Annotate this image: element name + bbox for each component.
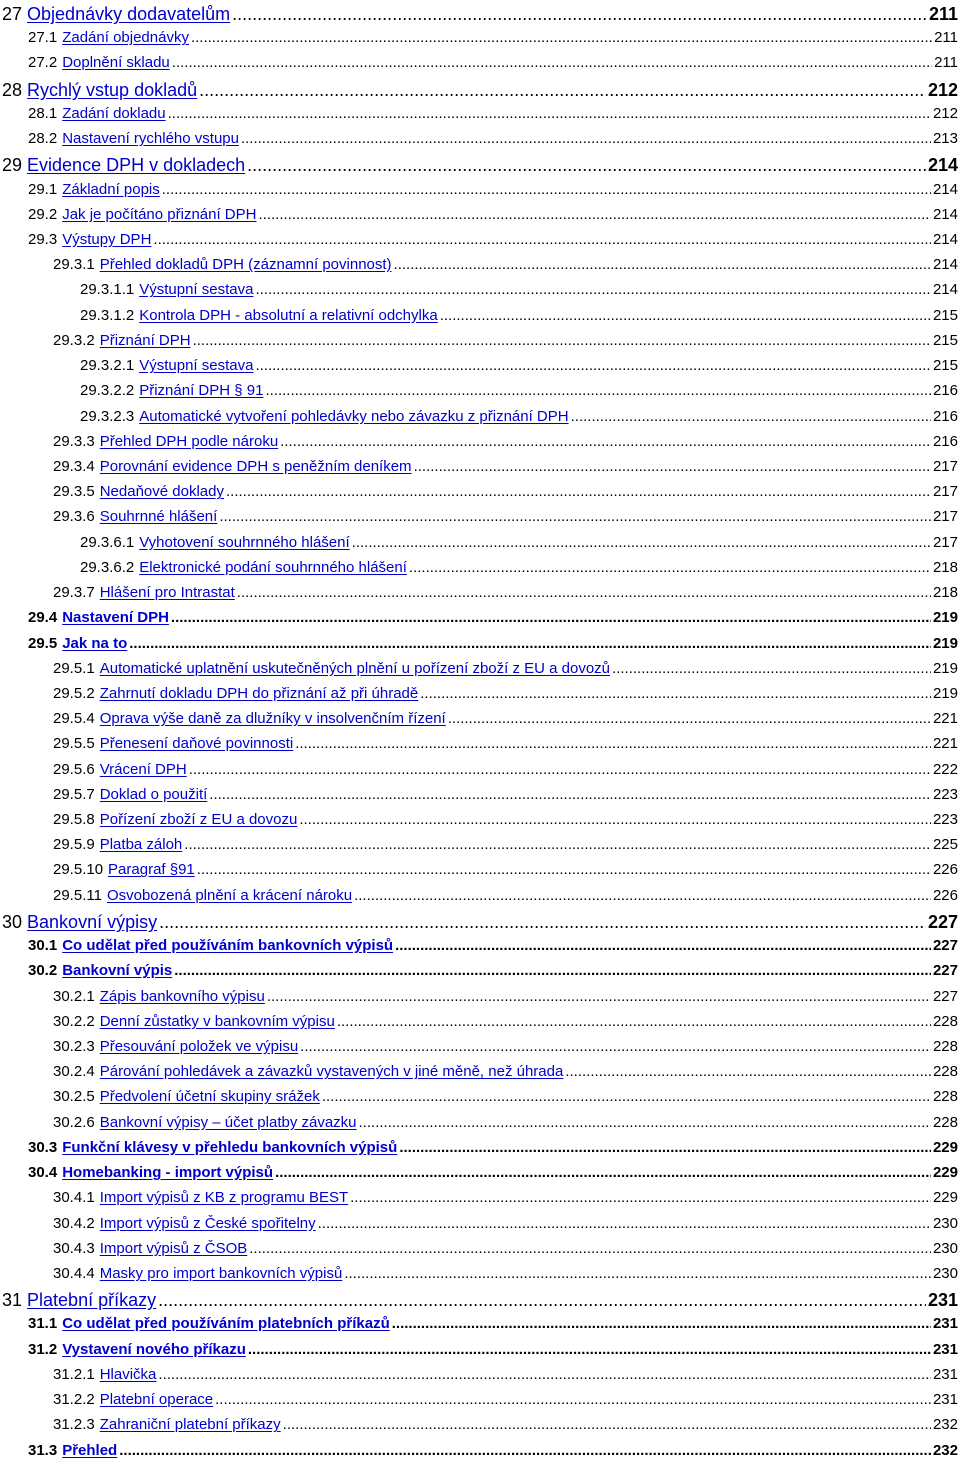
toc-dot-leader — [267, 988, 931, 1005]
toc-entry-link[interactable]: Rychlý vstup dokladů — [27, 79, 198, 100]
toc-entry-link[interactable]: Co udělat před používáním bankovních výpisů — [62, 937, 394, 955]
toc-dot-leader — [248, 1341, 931, 1358]
toc-entry[interactable] — [0, 988, 960, 1005]
toc-dot-leader — [184, 836, 931, 853]
toc-entry[interactable] — [0, 1416, 960, 1433]
toc-entry-number: 29.3.2 — [53, 331, 95, 349]
toc-dot-leader — [162, 181, 931, 198]
toc-entry-number: 28 — [2, 79, 23, 100]
toc-page-number: 216 — [932, 382, 958, 400]
toc-entry-number: 29.5 — [28, 634, 58, 652]
toc-entry-number: 29.3.4 — [53, 457, 95, 475]
toc-entry-number: 29 — [2, 155, 23, 176]
toc-entry-number: 30.2.1 — [53, 987, 95, 1005]
toc-page-number: 227 — [927, 911, 958, 932]
toc-page-number: 217 — [932, 483, 958, 501]
toc-dot-leader — [197, 861, 931, 878]
toc-dot-leader — [414, 458, 931, 475]
toc-page-number: 216 — [932, 407, 958, 425]
toc-entry-link[interactable]: Výstupní sestava — [139, 357, 254, 375]
toc-entry-link[interactable]: Nedaňové doklady — [99, 483, 224, 501]
toc-page-number: 228 — [932, 1088, 958, 1106]
toc-entry-number: 29.5.4 — [53, 710, 95, 728]
toc-entry-number: 29.3.5 — [53, 483, 95, 501]
toc-entry-number: 29.5.5 — [53, 735, 95, 753]
toc-entry-number: 30.2.5 — [53, 1088, 95, 1106]
toc-entry-link[interactable]: Nastavení DPH — [62, 609, 169, 627]
toc-page-number: 211 — [928, 4, 958, 24]
toc-entry-link[interactable]: Homebanking - import výpisů — [62, 1164, 274, 1182]
toc-entry-number: 29.3.3 — [53, 432, 95, 450]
toc-entry-number: 29.1 — [28, 180, 58, 198]
toc-page-number: 218 — [932, 584, 958, 602]
toc-dot-leader — [258, 206, 930, 223]
toc-page-number: 228 — [932, 1012, 958, 1030]
toc-page-number: 214 — [932, 205, 958, 223]
toc-entry-link[interactable]: Paragraf §91 — [108, 861, 195, 879]
toc-entry[interactable] — [0, 1391, 960, 1408]
toc-entry-number: 29.5.10 — [53, 861, 104, 879]
toc-entry-link[interactable]: Evidence DPH v dokladech — [27, 155, 246, 176]
toc-entry-number: 30.2.6 — [53, 1113, 95, 1131]
toc-entry-link[interactable]: Porovnání evidence DPH s peněžním deníkem — [99, 457, 412, 475]
toc-dot-leader — [299, 811, 931, 828]
toc-entry-link[interactable]: Přiznání DPH — [99, 331, 191, 349]
toc-page-number: 217 — [932, 457, 958, 475]
toc-page-number: 227 — [932, 987, 958, 1005]
toc-entry[interactable] — [0, 912, 960, 933]
toc-dot-leader — [395, 937, 931, 954]
toc-entry[interactable] — [0, 609, 960, 626]
toc-page-number: 214 — [932, 230, 958, 248]
toc-page-number: 229 — [932, 1189, 958, 1207]
toc-entry-number: 30.4.4 — [53, 1265, 95, 1282]
toc-entry[interactable] — [0, 105, 960, 122]
toc-page-number: 231 — [932, 1391, 958, 1409]
toc-entry-number: 31.3 — [28, 1441, 58, 1459]
toc-entry[interactable] — [0, 382, 960, 399]
toc-entry[interactable] — [0, 584, 960, 601]
toc-page-number: 225 — [932, 836, 958, 854]
toc-dot-leader — [255, 281, 931, 298]
toc-entry-link[interactable]: Platební příkazy — [27, 1290, 157, 1311]
toc-entry-link[interactable]: Platební operace — [99, 1391, 214, 1409]
toc-entry-link[interactable]: Automatické vytvoření pohledávky nebo závazku z přiznání DPH — [139, 407, 569, 425]
toc-dot-leader — [354, 887, 931, 904]
toc-entry-link[interactable]: Výstupní sestava — [139, 281, 254, 299]
toc-dot-leader — [237, 584, 931, 601]
toc-entry-number: 28.2 — [28, 130, 58, 148]
toc-page-number: 215 — [932, 357, 958, 375]
toc-entry-number: 29.5.1 — [53, 659, 95, 677]
toc-entry-link[interactable]: Osvobozená plnění a krácení nároku — [106, 886, 353, 904]
toc-entry[interactable] — [0, 1114, 960, 1131]
toc-entry-link[interactable]: Zápis bankovního výpisu — [99, 987, 265, 1005]
toc-page-number: 228 — [932, 1063, 958, 1081]
toc-dot-leader — [275, 1164, 931, 1181]
toc-entry-number: 27.2 — [28, 54, 58, 72]
toc-dot-leader — [571, 408, 931, 425]
toc-dot-leader — [191, 29, 932, 46]
toc-page-number: 230 — [932, 1265, 958, 1282]
toc-entry-link[interactable]: Jak na to — [62, 634, 128, 652]
toc-entry[interactable] — [0, 508, 960, 525]
toc-entry-number: 29.3.2.3 — [80, 407, 135, 425]
toc-entry-link[interactable]: Vystavení nového příkazu — [62, 1340, 246, 1358]
toc-entry[interactable] — [0, 408, 960, 425]
toc-entry-number: 30.2.2 — [53, 1012, 95, 1030]
toc-page-number: 219 — [932, 659, 958, 677]
toc-dot-leader — [280, 433, 931, 450]
toc-entry[interactable] — [0, 635, 960, 652]
toc-entry-link[interactable]: Přenesení daňové povinnosti — [99, 735, 294, 753]
toc-entry-number: 29.5.8 — [53, 811, 95, 829]
toc-entry-link[interactable]: Hlášení pro Intrastat — [99, 584, 235, 602]
toc-entry-number: 27 — [2, 4, 23, 24]
toc-entry[interactable] — [0, 1442, 960, 1459]
toc-entry-link[interactable]: Import výpisů z KB z programu BEST — [99, 1189, 349, 1207]
toc-page-number: 230 — [932, 1239, 958, 1257]
toc-entry[interactable] — [0, 811, 960, 828]
toc-page-number: 229 — [932, 1138, 958, 1156]
toc-entry-link[interactable]: Zahrnutí dokladu DPH do přiznání až při úhradě — [99, 684, 419, 702]
toc-entry[interactable] — [0, 458, 960, 475]
toc-page-number: 216 — [932, 432, 958, 450]
toc-entry[interactable] — [0, 1341, 960, 1358]
toc-dot-leader — [350, 1189, 931, 1206]
toc-dot-leader — [394, 256, 931, 273]
toc-entry-number: 31.2.3 — [53, 1416, 95, 1434]
toc-entry-number: 31 — [2, 1290, 23, 1311]
toc-dot-leader — [172, 54, 932, 71]
toc-entry[interactable] — [0, 962, 960, 979]
toc-dot-leader — [300, 1038, 931, 1055]
toc-page-number: 214 — [932, 281, 958, 299]
toc-entry-number: 31.2.1 — [53, 1365, 95, 1383]
toc-entry-link[interactable]: Elektronické podání souhrnného hlášení — [139, 558, 407, 576]
toc-entry-number: 29.3.1 — [53, 256, 95, 274]
toc-entry[interactable] — [0, 761, 960, 778]
toc-dot-leader — [295, 735, 931, 752]
toc-entry-link[interactable]: Jak je počítáno přiznání DPH — [62, 205, 257, 223]
toc-page-number: 227 — [932, 962, 958, 980]
toc-entry-number: 30.4 — [28, 1164, 58, 1182]
toc-entry-link[interactable]: Pořízení zboží z EU a dovozu — [99, 811, 298, 829]
toc-entry[interactable] — [0, 836, 960, 853]
toc-page-number: 218 — [932, 558, 958, 576]
toc-entry-number: 30.4.2 — [53, 1214, 95, 1232]
toc-entry-number: 28.1 — [28, 104, 58, 122]
toc-entry[interactable] — [0, 231, 960, 248]
toc-entry[interactable] — [0, 1315, 960, 1332]
toc-entry-number: 29.3.7 — [53, 584, 95, 602]
toc-entry-link[interactable]: Souhrnné hlášení — [99, 508, 218, 526]
toc-entry-number: 29.5.6 — [53, 760, 95, 778]
toc-entry-link[interactable]: Doklad o použití — [99, 785, 208, 803]
toc-entry-link[interactable]: Bankovní výpis — [62, 962, 173, 980]
toc-dot-leader — [159, 912, 926, 933]
toc-dot-leader — [352, 534, 931, 551]
toc-entry[interactable] — [0, 256, 960, 273]
toc-entry[interactable] — [0, 155, 960, 176]
toc-entry[interactable] — [0, 483, 960, 500]
toc-page-number: 213 — [932, 130, 958, 148]
toc-entry-number: 29.3.6.1 — [80, 533, 135, 551]
toc-entry-link[interactable]: Kontrola DPH - absolutní a relativní odchylka — [139, 306, 438, 324]
toc-entry-link[interactable]: Oprava výše daně za dlužníky v insolvenčním řízení — [99, 710, 446, 728]
toc-entry-link[interactable]: Bankovní výpisy – účet platby závazku — [99, 1113, 357, 1131]
toc-dot-leader — [448, 710, 931, 727]
toc-dot-leader — [359, 1114, 931, 1131]
toc-dot-leader — [158, 1366, 931, 1383]
toc-entry-number: 29.5.7 — [53, 785, 95, 803]
toc-dot-leader — [193, 332, 931, 349]
toc-entry-link[interactable]: Co udělat před používáním platebních příkazů — [62, 1315, 390, 1333]
toc-dot-leader — [249, 1240, 931, 1257]
toc-entry-number: 30.1 — [28, 937, 58, 955]
toc-entry-link[interactable]: Přehled — [62, 1441, 118, 1459]
toc-dot-leader — [344, 1265, 931, 1282]
toc-entry[interactable] — [0, 281, 960, 298]
toc-dot-leader — [209, 786, 931, 803]
toc-entry-number: 30.3 — [28, 1138, 58, 1156]
toc-entry[interactable] — [0, 937, 960, 954]
toc-entry-number: 31.1 — [28, 1315, 58, 1333]
toc-entry[interactable] — [0, 206, 960, 223]
toc-page-number: 232 — [932, 1441, 958, 1459]
toc-entry[interactable] — [0, 1139, 960, 1156]
toc-entry-link[interactable]: Import výpisů z České spořitelny — [99, 1214, 316, 1232]
toc-dot-leader — [318, 1215, 931, 1232]
toc-entry[interactable] — [0, 1063, 960, 1080]
toc-entry-link[interactable]: Automatické uplatnění uskutečněných plnění u pořízení zboží z EU a dovozů — [99, 659, 611, 677]
toc-entry-link[interactable]: Základní popis — [62, 180, 160, 198]
toc-entry-link[interactable]: Zadání dokladu — [62, 104, 166, 122]
toc-entry[interactable] — [0, 660, 960, 677]
toc-dot-leader — [399, 1139, 931, 1156]
toc-entry-link[interactable]: Platba záloh — [99, 836, 183, 854]
toc-page-number: 221 — [932, 710, 958, 728]
toc-entry-number: 29.3.2.1 — [80, 357, 135, 375]
toc-entry-number: 30.4.1 — [53, 1189, 95, 1207]
toc-entry-number: 29.5.11 — [53, 886, 102, 904]
toc-page-number: 223 — [932, 811, 958, 829]
toc-dot-leader — [283, 1416, 931, 1433]
toc-entry-number: 29.3.6 — [53, 508, 95, 526]
toc-entry[interactable] — [0, 1290, 960, 1311]
toc-dot-leader — [565, 1063, 931, 1080]
toc-page-number: 231 — [932, 1365, 958, 1383]
toc-entry-link[interactable]: Masky pro import bankovních výpisů — [99, 1265, 343, 1282]
toc-entry[interactable] — [0, 54, 960, 71]
toc-entry-number: 29.3.1.2 — [80, 306, 135, 324]
toc-page-number: 212 — [927, 79, 958, 100]
toc-entry[interactable] — [0, 1013, 960, 1030]
toc-entry-number: 30.2.3 — [53, 1038, 95, 1056]
toc-entry-link[interactable]: Nastavení rychlého vstupu — [62, 130, 239, 148]
toc-entry-link[interactable]: Přiznání DPH § 91 — [139, 382, 264, 400]
toc-entry-number: 29.3 — [28, 230, 58, 248]
toc-page-number: 226 — [932, 886, 958, 904]
toc-entry[interactable] — [0, 1366, 960, 1383]
toc-page-number: 214 — [932, 256, 958, 274]
toc-entry-number: 29.4 — [28, 609, 58, 627]
toc-dot-leader — [199, 80, 926, 101]
toc-page-number: 214 — [927, 155, 958, 176]
toc-entry[interactable] — [0, 1189, 960, 1206]
toc-dot-leader — [158, 1290, 926, 1311]
toc-entry[interactable] — [0, 130, 960, 147]
toc-entry-link[interactable]: Objednávky dodavatelům — [27, 4, 231, 24]
toc-dot-leader — [241, 130, 931, 147]
toc-entry[interactable] — [0, 861, 960, 878]
toc-page-number: 211 — [934, 54, 958, 72]
toc-dot-leader — [189, 761, 931, 778]
toc-entry-number: 30.2 — [28, 962, 58, 980]
toc-entry-number: 30.4.3 — [53, 1239, 95, 1257]
toc-page-number: 228 — [932, 1038, 958, 1056]
toc-entry[interactable] — [0, 1164, 960, 1181]
toc-entry-number: 29.3.1.1 — [80, 281, 135, 299]
toc-dot-leader — [129, 635, 931, 652]
toc-entry[interactable] — [0, 4, 960, 25]
toc-dot-leader — [612, 660, 931, 677]
toc-entry[interactable] — [0, 1265, 960, 1282]
toc-entry-link[interactable]: Import výpisů z ČSOB — [99, 1239, 248, 1257]
toc-entry-link[interactable]: Hlavička — [99, 1365, 157, 1383]
toc-entry-number: 29.5.9 — [53, 836, 95, 854]
toc-dot-leader — [171, 609, 931, 626]
toc-dot-leader — [168, 105, 931, 122]
toc-entry[interactable] — [0, 80, 960, 101]
toc-entry[interactable] — [0, 29, 960, 46]
toc-page-number: 215 — [932, 306, 958, 324]
toc-entry-link[interactable]: Bankovní výpisy — [27, 911, 158, 932]
toc-entry-link[interactable]: Denní zůstatky v bankovním výpisu — [99, 1012, 335, 1030]
toc-dot-leader — [174, 962, 931, 979]
toc-dot-leader — [232, 4, 927, 25]
toc-dot-leader — [420, 685, 931, 702]
toc-entry[interactable] — [0, 534, 960, 551]
toc-page-number: 217 — [932, 508, 958, 526]
toc-dot-leader — [392, 1315, 931, 1332]
toc-entry[interactable] — [0, 332, 960, 349]
toc-entry-link[interactable]: Funkční klávesy v přehledu bankovních výpisů — [62, 1138, 398, 1156]
toc-dot-leader — [440, 307, 931, 324]
toc-page-number: 223 — [932, 785, 958, 803]
toc-page-number: 217 — [932, 533, 958, 551]
toc-entry[interactable] — [0, 307, 960, 324]
toc-dot-leader — [219, 508, 931, 525]
toc-entry-link[interactable]: Přehled dokladů DPH (záznamní povinnost) — [99, 256, 392, 274]
toc-entry[interactable] — [0, 1240, 960, 1257]
toc-entry[interactable] — [0, 1215, 960, 1232]
toc-page-number: 226 — [932, 861, 958, 879]
toc-entry[interactable] — [0, 433, 960, 450]
toc-entry[interactable] — [0, 357, 960, 374]
toc-page-number: 222 — [932, 760, 958, 778]
toc-entry-number: 29.5.2 — [53, 684, 95, 702]
toc-entry[interactable] — [0, 710, 960, 727]
toc-entry-number: 29.3.2.2 — [80, 382, 135, 400]
toc-entry[interactable] — [0, 181, 960, 198]
toc-page-number: 219 — [932, 634, 958, 652]
toc-entry-number: 30 — [2, 911, 23, 932]
toc-dot-leader — [226, 483, 931, 500]
toc-dot-leader — [337, 1013, 931, 1030]
toc-page-number: 212 — [932, 104, 958, 122]
toc-page-number: 221 — [932, 735, 958, 753]
toc-dot-leader — [409, 559, 931, 576]
toc-entry-link[interactable]: Zahraniční platební příkazy — [99, 1416, 281, 1434]
toc-entry-number: 29.3.6.2 — [80, 558, 135, 576]
toc-page-number: 219 — [932, 684, 958, 702]
toc-dot-leader — [153, 231, 931, 248]
toc-page-number: 219 — [932, 609, 958, 627]
toc-entry-link[interactable]: Doplnění skladu — [62, 54, 170, 72]
toc-entry[interactable] — [0, 1038, 960, 1055]
toc-page-number: 230 — [932, 1214, 958, 1232]
toc-page-number: 228 — [932, 1113, 958, 1131]
toc-page-number: 231 — [932, 1340, 958, 1358]
toc-dot-leader — [215, 1391, 931, 1408]
toc-entry-link[interactable]: Zadání objednávky — [62, 29, 189, 47]
toc-entry-number: 29.2 — [28, 205, 58, 223]
toc-entry-number: 31.2.2 — [53, 1391, 95, 1409]
toc-page-number: 211 — [934, 29, 958, 47]
toc-entry[interactable] — [0, 685, 960, 702]
toc-entry-link[interactable]: Vyhotovení souhrnného hlášení — [139, 533, 350, 551]
toc-page-number: 229 — [932, 1164, 958, 1182]
toc-entry-link[interactable]: Výstupy DPH — [62, 230, 152, 248]
toc-entry[interactable] — [0, 559, 960, 576]
toc-entry-number: 27.1 — [28, 29, 58, 47]
toc-page-number: 227 — [932, 937, 958, 955]
toc-entry-link[interactable]: Přehled DPH podle nároku — [99, 432, 279, 450]
toc-page-number: 231 — [927, 1290, 958, 1311]
toc-entry[interactable] — [0, 1088, 960, 1105]
toc-entry-number: 30.2.4 — [53, 1063, 95, 1081]
toc-entry[interactable] — [0, 786, 960, 803]
toc-entry-link[interactable]: Předvolení účetní skupiny srážek — [99, 1088, 320, 1106]
toc-entry[interactable] — [0, 887, 960, 904]
toc-entry-link[interactable]: Vrácení DPH — [99, 760, 187, 778]
toc-dot-leader — [119, 1442, 931, 1459]
toc-dot-leader — [322, 1088, 931, 1105]
toc-entry-link[interactable]: Párování pohledávek a závazků vystavených v jiné měně, než úhrada — [99, 1063, 564, 1081]
toc-entry[interactable] — [0, 735, 960, 752]
toc-dot-leader — [247, 155, 926, 176]
toc-page-number: 214 — [932, 180, 958, 198]
toc-page-number: 215 — [932, 331, 958, 349]
toc-page-number: 231 — [932, 1315, 958, 1333]
toc-page-number: 232 — [932, 1416, 958, 1434]
toc-dot-leader — [255, 357, 931, 374]
toc-dot-leader — [265, 382, 931, 399]
toc-entry-link[interactable]: Přesouvání položek ve výpisu — [99, 1038, 299, 1056]
toc-entry-number: 31.2 — [28, 1340, 58, 1358]
